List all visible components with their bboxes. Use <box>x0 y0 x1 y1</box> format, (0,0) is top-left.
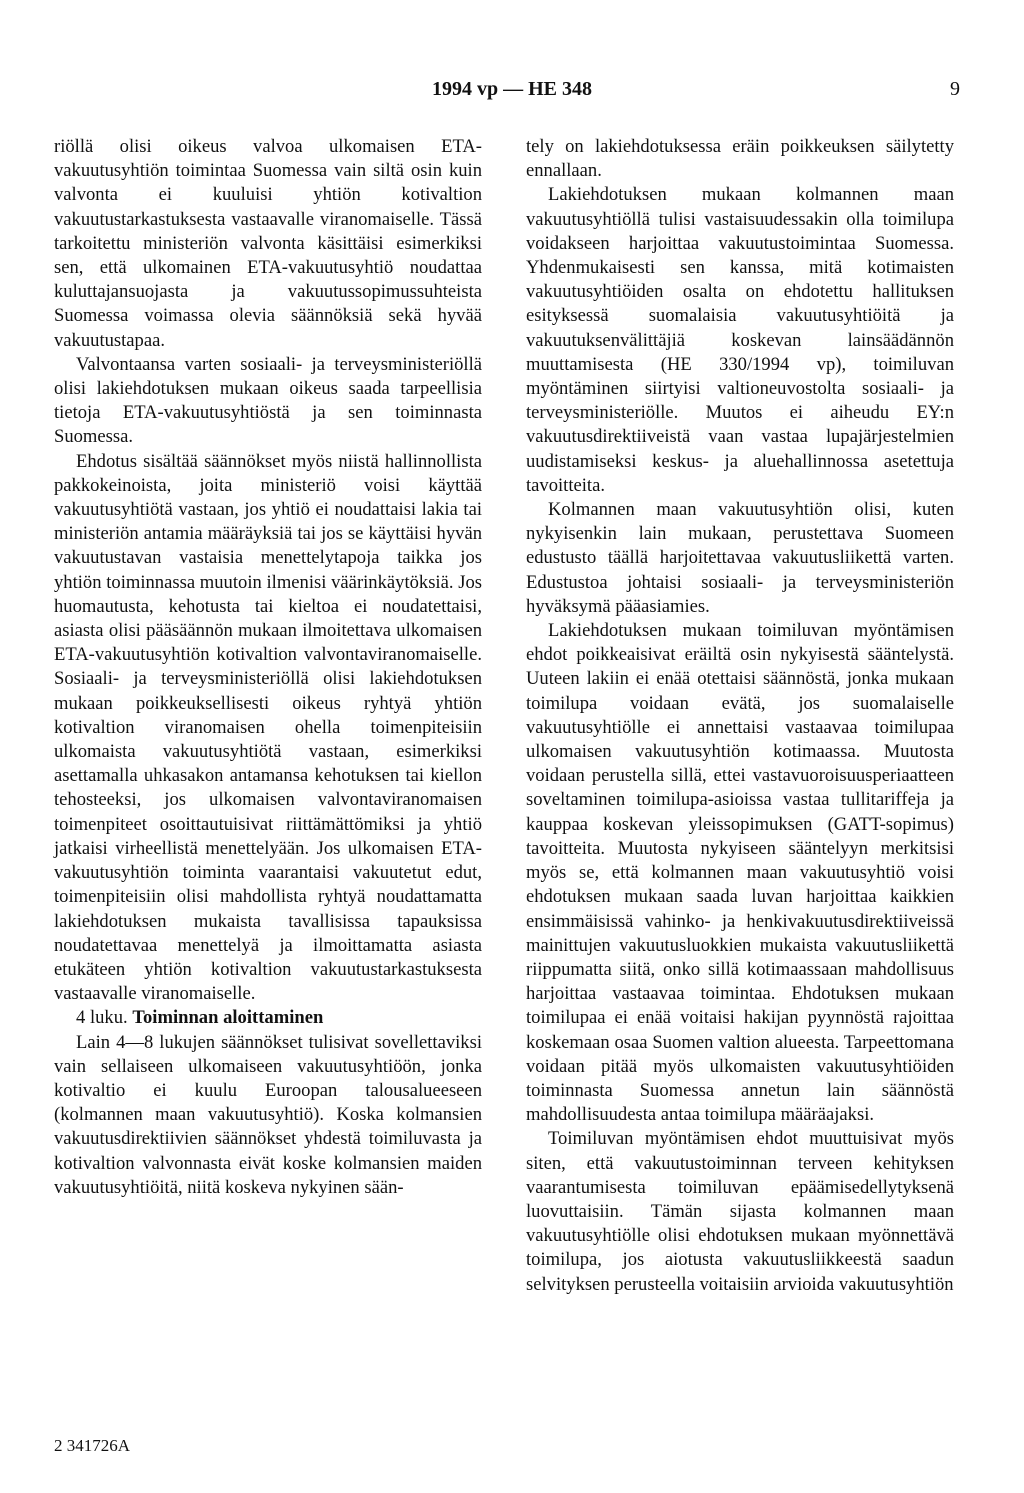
section-number: 4 luku. <box>76 1007 128 1029</box>
paragraph: tely on lakiehdotuksessa eräin poikkeuksen säilytetty ennallaan. <box>526 136 954 182</box>
paragraph: Kolmannen maan vakuutusyhtiön olisi, kuten nykyisenkin lain mukaan, perustettava Suomeen edustusto täällä harjoitettavaa vakuutusliikettä varten. Edustustoa johtaisi sosiaali- ja terveysministeriön hyväksymä pääasiamies. <box>526 499 954 617</box>
right-column <box>526 135 954 1297</box>
page-header <box>0 78 1024 108</box>
page-number: 9 <box>950 78 960 100</box>
paragraph: Lain 4—8 lukujen säännökset tulisivat sovellettaviksi vain sellaiseen ulkomaiseen vakuutusyhtiöön, jonka kotivaltio ei kuulu Euroopan talousalueeseen (kolmannen maan vakuutusyhtiö). Koska kolmansien vakuutusdirektiivien säännökset yhdestä toimiluvasta ja kotivaltion valvonnasta eivät koske kolmansien maiden vakuutusyhtiöitä, niitä koskeva nykyinen sään- <box>54 1031 482 1198</box>
left-column <box>54 135 482 1200</box>
document-reference: 1994 vp — HE 348 <box>431 78 593 100</box>
paragraph: Lakiehdotuksen mukaan kolmannen maan vakuutusyhtiöllä tulisi vastaisuudessakin olla toimilupa voidakseen harjoittaa vakuutustoimintaa Suomessa. Yhdenmukaisesti sen kanssa, mitä kotimaisten vakuutusyhtiöiden osalta on ehdotettu hallituksen esityksessä suomalaisia vakuutusyhtiöitä ja vakuutuksenvälittäjiä koskevan lainsäädännön muuttamisesta (HE 330/1994 vp), toimiluvan myöntäminen siirtyisi valtioneuvostolta sosiaali- ja terveysministeriölle. Muutos ei aiheudu EY:n vakuutusdirektiiveistä vaan vastaa lupajärjestelmien uudistamiseksi keskus- ja aluehallinnossa asetettuja tavoitteita. <box>526 184 954 496</box>
paragraph: Valvontaansa varten sosiaali- ja terveysministeriöllä olisi lakiehdotuksen mukaan oikeus saada tarpeellisia tietoja ETA-vakuutusyhtiöstä ja sen toiminnasta Suomessa. <box>54 353 482 448</box>
paragraph: Toimiluvan myöntämisen ehdot muuttuisivat myös siten, että vakuutustoiminnan terveen kehityksen vaarantumisesta toimiluvan epäämisedellytyksenä luovuttaisiin. Tämän sijasta kolmannen maan vakuutusyhtiölle olisi ehdotuksen mukaan myönnettävä toimilupa, jos aiotusta vakuutusliikkeestä saadun selvityksen perusteella voitaisiin arvioida vakuutusyhtiön <box>526 1128 954 1295</box>
section-heading <box>54 1006 482 1030</box>
paragraph: Ehdotus sisältää säännökset myös niistä hallinnollista pakkokeinoista, joita ministeriö voisi käyttää vakuutusyhtiötä vastaan, jos yhtiö ei noudattaisi lakia tai ministeriön antamia määräyksiä tai jos se käyttäisi hyvän vakuutustavan vastaisia menettelytapoja taikka jos yhtiön toiminnassa muutoin ilmenisi väärinkäytöksiä. Jos huomautusta, kehotusta tai kieltoa ei noudatettaisi, asiasta olisi pääsäännön mukaan ilmoitettava ulkomaisen ETA-vakuutusyhtiön kotivaltion valvontaviranomaiselle. Sosiaali- ja terveysministeriöllä olisi lakiehdotuksen mukaan poikkeuksellisesti oikeus ryhtyä yhtiön kotivaltion viranomaisen ohella toimenpiteisiin ulkomaista vakuutusyhtiötä vastaan, esimerkiksi asettamalla uhkasakon antamansa kehotuksen tai kiellon tehosteeksi, jos ulkomaisen valvontaviranomaisen toimenpiteet osoittautuisivat riittämättömiksi ja yhtiö jatkaisi virheellistä menettelyään. Jos ulkomaisen ETA-vakuutusyhtiön toiminta vaarantaisi vakuutetut edut, toimenpiteisiin olisi mahdollista ryhtyä noudattamatta lakiehdotuksen mukaista tavallisissa tapauksissa noudatettavaa menettelyä ja ilmoittamatta asiasta etukäteen yhtiön kotivaltion vakuutustarkastuksesta vastaavalle viranomaiselle. <box>54 450 482 1005</box>
paragraph: riöllä olisi oikeus valvoa ulkomaisen ETA-vakuutusyhtiön toimintaa Suomessa vain siltä osin kuin valvonta ei kuuluisi yhtiön kotivaltion vakuutustarkastuksesta vastaavalle viranomaiselle. Tässä tarkoitettu ministeriön valvonta käsittäisi esimerkiksi sen, että ulkomainen ETA-vakuutusyhtiö noudattaa kuluttajansuojasta ja vakuutussopimussuhteista Suomessa voimassa olevia säännöksiä sekä hyvää vakuutustapaa. <box>54 136 482 351</box>
footer-code: 2 341726A <box>54 1436 131 1455</box>
section-title: Toiminnan aloittaminen <box>132 1007 324 1029</box>
paragraph: Lakiehdotuksen mukaan toimiluvan myöntämisen ehdot poikkeaisivat eräiltä osin nykyisestä sääntelystä. Uuteen lakiin ei enää otettaisi säännöstä, jonka mukaan toimilupa voidaan evätä, jos suomalaiselle vakuutusyhtiölle ei annettaisi vastaavaa toimilupaa ulkomaisen vakuutusyhtiön kotimaassa. Muutosta voidaan perustella sillä, ettei vastavuoroisuusperiaatteen soveltaminen toimilupa-asioissa vastaa tullitariffeja ja kauppaa koskevan yleissopimuksen (GATT-sopimus) tavoitteita. Muutosta nykyiseen sääntelyyn merkitsisi myös se, että kolmannen maan vakuutusyhtiö voisi ehdotuksen mukaan saada luvan harjoittaa kaikkien ensimmäisissä vahinko- ja henkivakuutusdirektiiveissä mainittujen vakuutusluokkien mukaista vakuutusliikettä riippumatta siitä, onko sillä kotimaassaan mahdollisuus harjoittaa vastaavaa toimintaa. Ehdotuksen mukaan toimilupaa ei enää voitaisi hakijan pyynnöstä rajoittaa koskemaan osaa Suomen valtion alueesta. Tarpeettomana voidaan pitää myös ulkomaisten vakuutusyhtiöiden toiminnasta Suomessa annetun lain säännöstä mahdollisuudesta antaa toimilupa määräajaksi. <box>526 620 954 1126</box>
